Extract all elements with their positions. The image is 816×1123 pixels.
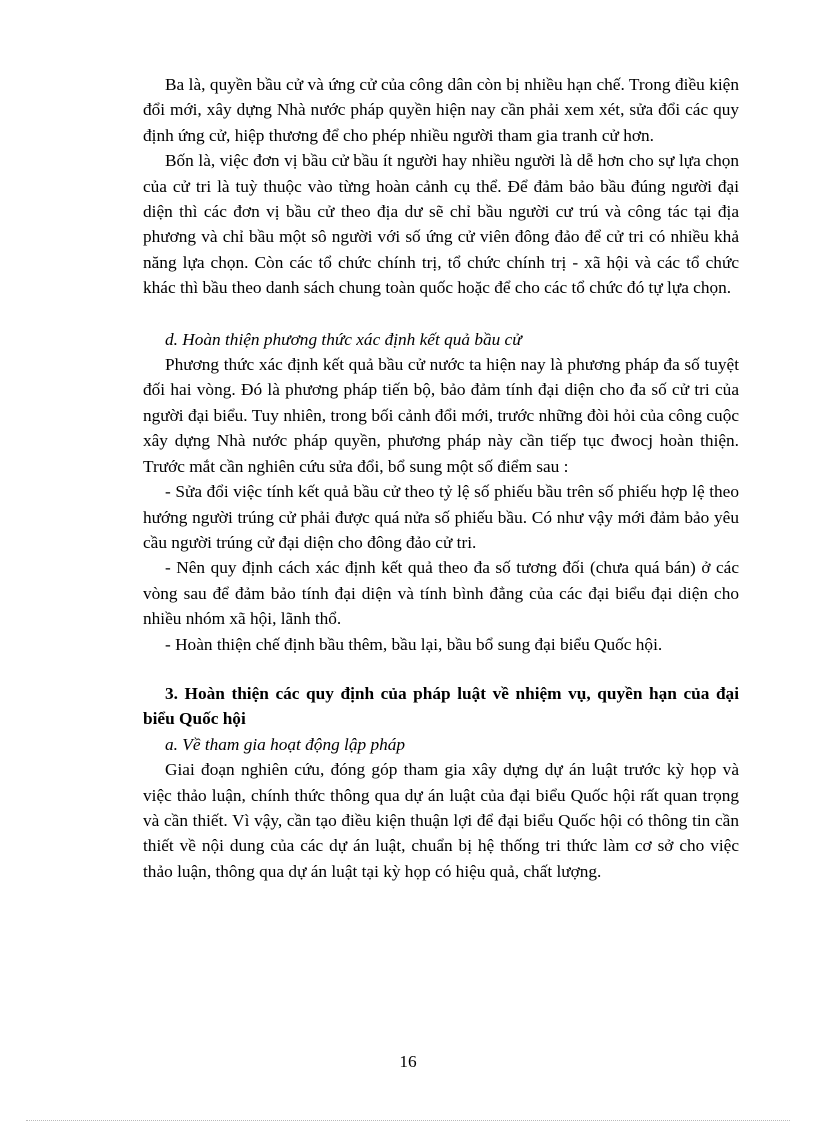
section-heading-d: d. Hoàn thiện phương thức xác định kết quả bầu cử — [165, 329, 522, 349]
paragraph-phuong-thuc: Phương thức xác định kết quả bầu cử nước ta hiện nay là phương pháp đa số tuyệt đối hai vòng. Đó là phương pháp tiến bộ, bảo đảm tính đại diện cho đa số cử tri của người đại biểu. Tuy nhiên, trong bối cảnh đổi mới, trước những đòi hỏi của công cuộc xây dựng Nhà nước pháp quyền, phương pháp này cần tiếp tục đwocj hoàn thiện. Trước mắt cần nghiên cứu sửa đổi, bổ sung một số điểm sau : — [143, 355, 739, 476]
list-item: - Nên quy định cách xác định kết quả theo đa số tương đối (chưa quá bán) ở các vòng sau để đảm bảo tính đại diện và tính bình đẳng của các đại biểu đại diện cho nhiều nhóm xã hội, lãnh thổ. — [143, 558, 739, 629]
section-heading-3: 3. Hoàn thiện các quy định của pháp luật về nhiệm vụ, quyền hạn của đại biểu Quốc hội — [143, 683, 739, 729]
spacer — [143, 301, 739, 327]
list-item: - Hoàn thiện chế định bầu thêm, bầu lại, bầu bổ sung đại biểu Quốc hội. — [165, 634, 663, 654]
paragraph-ba-la: Ba là, quyền bầu cử và ứng cử của công dân còn bị nhiều hạn chế. Trong điều kiện đổi mới, xây dựng Nhà nước pháp quyền hiện nay cần phải xem xét, sửa đổi các quy định ứng cử, hiệp thương để cho phép nhiều người tham gia tranh cử hơn. — [143, 75, 739, 145]
section-heading-a: a. Về tham gia hoạt động lập pháp — [165, 734, 406, 754]
spacer — [143, 657, 739, 681]
paragraph-bon-la: Bốn là, việc đơn vị bầu cử bầu ít người hay nhiều người là dễ hơn cho sự lựa chọn của cử tri là tuỳ thuộc vào từng hoàn cảnh cụ thể. Để đảm bảo bầu đúng người đại diện thì các đơn vị bầu cử theo địa dư sẽ chỉ bầu người cư trú và công tác tại địa phương và chỉ bầu một sô người với số ứng cử viên đông đảo để cử tri có nhiều khả năng lựa chọn. Còn các tổ chức chính trị, tổ chức chính trị - xã hội và các tổ chức khác thì bầu theo danh sách chung toàn quốc hoặc để cho các tổ chức đó tự lựa chọn. — [143, 151, 739, 298]
paragraph-giai-doan: Giai đoạn nghiên cứu, đóng góp tham gia xây dựng dự án luật trước kỳ họp và việc thảo luận, chính thức thông qua dự án luật của đại biểu Quốc hội rất quan trọng và cần thiết. Vì vậy, cần tạo điều kiện thuận lợi để đại biểu Quốc hội có thông tin cần thiết về nội dung của các dự án luật, chuẩn bị hệ thống tri thức làm cơ sở cho việc thảo luận, thông qua dự án luật tại kỳ họp có hiệu quả, chất lượng. — [143, 760, 739, 881]
page-number: 16 — [399, 1052, 417, 1071]
document-page — [143, 72, 739, 884]
footer-divider — [26, 1120, 790, 1121]
list-item: - Sửa đổi việc tính kết quả bầu cử theo tỷ lệ số phiếu bầu trên số phiếu hợp lệ theo hướng người trúng cử phải được quá nửa số phiếu bầu. Có như vậy mới đảm bảo yêu cầu người trúng cử đại diện cho đông đảo cử tri. — [143, 482, 739, 552]
